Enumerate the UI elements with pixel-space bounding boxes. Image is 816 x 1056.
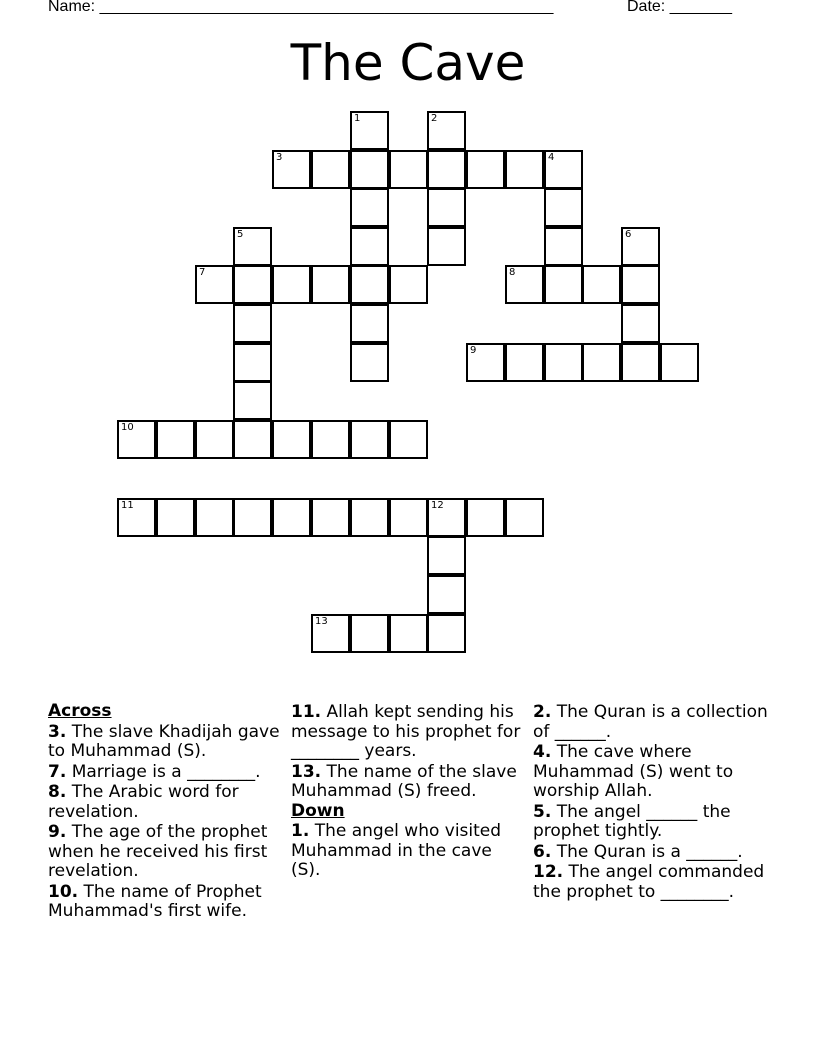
clue-text: The angel commanded the prophet to ________. — [533, 862, 765, 902]
clue-text: The Arabic word for revelation. — [48, 782, 239, 822]
grid-cell[interactable] — [195, 265, 234, 304]
cell-number: 1 — [354, 113, 361, 124]
cell-number: 8 — [509, 267, 516, 278]
grid-cell[interactable] — [350, 343, 389, 382]
clue-item — [533, 743, 773, 802]
cell-number: 6 — [625, 229, 632, 240]
clue-number: 8. — [48, 782, 67, 802]
down-heading: Down — [291, 800, 345, 821]
grid-cell[interactable] — [272, 498, 311, 537]
clue-item — [48, 823, 288, 882]
grid-cell[interactable] — [311, 614, 350, 653]
grid-cell[interactable] — [544, 265, 583, 304]
grid-cell[interactable] — [621, 265, 660, 304]
cell-number: 10 — [121, 422, 134, 433]
grid-cell[interactable] — [505, 265, 544, 304]
clue-item — [291, 763, 521, 802]
grid-cell[interactable] — [427, 188, 466, 227]
clue-number: 7. — [48, 761, 67, 782]
grid-cell[interactable] — [427, 536, 466, 575]
grid-cell[interactable] — [311, 150, 350, 189]
grid-cell[interactable] — [427, 614, 466, 653]
clue-text: The cave where Muhammad (S) went to worship Allah. — [533, 742, 734, 801]
clue-text: The angel who visited Muhammad in the cave (S). — [291, 821, 502, 880]
grid-cell[interactable] — [350, 498, 389, 537]
grid-cell[interactable] — [233, 265, 272, 304]
cell-number: 5 — [237, 229, 244, 240]
clue-number: 2. — [533, 702, 552, 722]
grid-cell[interactable] — [311, 498, 350, 537]
grid-cell[interactable] — [233, 304, 272, 343]
clue-number: 11. — [291, 702, 322, 722]
cell-number: 2 — [431, 113, 438, 124]
grid-cell[interactable] — [350, 304, 389, 343]
clue-text: The angel ______ the prophet tightly. — [533, 801, 731, 841]
clue-item — [291, 703, 521, 762]
across-clues-list-continued — [291, 703, 521, 802]
clue-item — [533, 863, 773, 902]
clue-item — [48, 763, 288, 783]
clue-number: 10. — [48, 881, 79, 902]
grid-cell[interactable] — [427, 227, 466, 266]
clue-item — [48, 783, 288, 822]
clue-text: The name of the slave Muhammad (S) freed. — [291, 761, 517, 801]
grid-cell[interactable] — [311, 265, 350, 304]
grid-cell[interactable] — [389, 420, 428, 459]
grid-cell[interactable] — [427, 111, 466, 150]
clue-item — [291, 822, 521, 881]
cell-number: 3 — [276, 152, 283, 163]
clue-number: 9. — [48, 822, 67, 842]
cell-number: 7 — [199, 267, 206, 278]
grid-cell[interactable] — [389, 498, 428, 537]
grid-cell[interactable] — [311, 420, 350, 459]
cell-number: 13 — [315, 616, 328, 627]
clue-text: The Quran is a ______. — [556, 841, 743, 862]
clue-text: The name of Prophet Muhammad's first wife. — [48, 881, 262, 921]
clue-number: 3. — [48, 721, 67, 742]
grid-cell[interactable] — [350, 227, 389, 266]
grid-cell[interactable] — [389, 150, 428, 189]
grid-cell[interactable] — [272, 265, 311, 304]
down-clues-list — [291, 822, 521, 881]
grid-cell[interactable] — [582, 265, 621, 304]
grid-cell[interactable] — [233, 420, 272, 459]
clue-item — [533, 703, 773, 742]
grid-cell[interactable] — [621, 304, 660, 343]
grid-cell[interactable] — [117, 498, 156, 537]
clue-text: Marriage is a ________. — [71, 761, 261, 782]
across-clues-list — [48, 723, 288, 922]
cell-number: 9 — [470, 345, 477, 356]
cell-number: 4 — [548, 152, 555, 163]
grid-cell[interactable] — [389, 614, 428, 653]
clue-text: The Quran is a collection of ______. — [533, 702, 768, 742]
clue-text: Allah kept sending his message to his prophet for ________ years. — [291, 702, 521, 761]
grid-cell[interactable] — [389, 265, 428, 304]
grid-cell[interactable] — [621, 343, 660, 382]
clue-number: 5. — [533, 801, 552, 822]
clue-number: 4. — [533, 742, 552, 762]
grid-cell[interactable] — [621, 227, 660, 266]
grid-cell[interactable] — [156, 498, 195, 537]
clue-item — [533, 803, 773, 842]
grid-cell[interactable] — [350, 420, 389, 459]
grid-cell[interactable] — [272, 150, 311, 189]
grid-cell[interactable] — [544, 150, 583, 189]
grid-cell[interactable] — [466, 343, 505, 382]
grid-cell[interactable] — [544, 227, 583, 266]
grid-cell[interactable] — [272, 420, 311, 459]
clues-column-3 — [533, 702, 773, 902]
clue-item — [533, 843, 773, 863]
grid-cell[interactable] — [466, 150, 505, 189]
grid-cell[interactable] — [427, 575, 466, 614]
across-heading: Across — [48, 701, 112, 721]
grid-cell[interactable] — [233, 381, 272, 420]
clues-column-1 — [48, 702, 288, 922]
grid-cell[interactable] — [505, 150, 544, 189]
grid-cell[interactable] — [233, 227, 272, 266]
clue-number: 6. — [533, 841, 552, 862]
grid-cell[interactable] — [117, 420, 156, 459]
grid-cell[interactable] — [427, 150, 466, 189]
grid-cell[interactable] — [195, 420, 234, 459]
clue-number: 13. — [291, 761, 322, 782]
grid-cell[interactable] — [660, 343, 699, 382]
grid-cell[interactable] — [350, 111, 389, 150]
clue-item — [48, 723, 288, 762]
grid-cell[interactable] — [195, 498, 234, 537]
name-field-label: Name: ___________________________________________________ — [48, 0, 554, 15]
clue-number: 1. — [291, 821, 310, 841]
page-title: The Cave — [290, 34, 526, 92]
grid-cell[interactable] — [505, 498, 544, 537]
clues-column-2 — [291, 702, 521, 881]
grid-cell[interactable] — [350, 150, 389, 189]
clue-item — [48, 883, 288, 922]
grid-cell[interactable] — [544, 188, 583, 227]
down-clues-list-continued — [533, 703, 773, 902]
clue-text: The age of the prophet when he received his first revelation. — [48, 822, 268, 881]
grid-cell[interactable] — [505, 343, 544, 382]
grid-cell[interactable] — [350, 614, 389, 653]
grid-cell[interactable] — [582, 343, 621, 382]
cell-number: 12 — [431, 500, 444, 511]
cell-number: 11 — [121, 500, 134, 511]
grid-cell[interactable] — [350, 265, 389, 304]
date-field-label: Date: _______ — [627, 0, 732, 15]
grid-cell[interactable] — [544, 343, 583, 382]
clue-text: The slave Khadijah gave to Muhammad (S). — [48, 721, 280, 761]
grid-cell[interactable] — [350, 188, 389, 227]
grid-cell[interactable] — [466, 498, 505, 537]
grid-cell[interactable] — [156, 420, 195, 459]
grid-cell[interactable] — [427, 498, 466, 537]
grid-cell[interactable] — [233, 343, 272, 382]
grid-cell[interactable] — [233, 498, 272, 537]
clue-number: 12. — [533, 862, 564, 882]
